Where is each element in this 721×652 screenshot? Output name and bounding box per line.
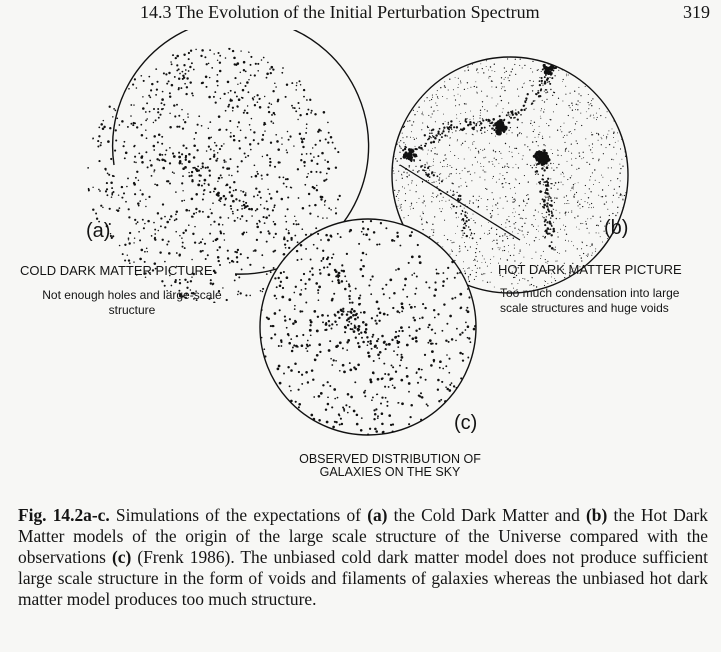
panel-a-title: COLD DARK MATTER PICTURE xyxy=(20,263,213,278)
panel-a-subtitle xyxy=(22,288,242,318)
caption-ref-c: (c) xyxy=(111,547,132,567)
caption-figure-label: Fig. 14.2a-c. xyxy=(18,505,110,525)
panel-c-title xyxy=(290,453,490,479)
panel-b-subtitle-line-2: scale structures and huge voids xyxy=(500,301,669,315)
caption-text-2: the Cold Dark Matter and xyxy=(387,505,587,525)
page-number: 319 xyxy=(683,2,710,22)
page-header xyxy=(140,2,710,26)
caption-text-1: Simulations of the expectations of xyxy=(109,505,368,525)
panel-b-label: (b) xyxy=(604,217,629,239)
panel-c-title-line-2: GALAXIES ON THE SKY xyxy=(319,465,461,479)
figure-caption xyxy=(18,505,708,610)
caption-text-3: the Hot Dark Matter models of the origin of the large scale structure of the Universe compared with the observations xyxy=(18,505,708,567)
panel-b-title: HOT DARK MATTER PICTURE xyxy=(498,262,682,277)
panel-c-sphere xyxy=(260,219,477,436)
panel-a-label: (a) xyxy=(86,220,111,242)
figure-14-2 xyxy=(0,30,721,495)
section-title: 14.3 The Evolution of the Initial Perturbation Spectrum xyxy=(140,2,540,22)
panel-b-subtitle xyxy=(500,286,679,316)
panel-a-subtitle-line-2: structure xyxy=(108,303,156,317)
panel-b-subtitle-line-1: Too much condensation into large xyxy=(500,286,680,300)
caption-ref-b: (b) xyxy=(586,505,608,525)
panel-c-label: (c) xyxy=(454,412,478,434)
panel-a-subtitle-line-1: Not enough holes and large-scale xyxy=(42,288,222,302)
caption-text-4: (Frenk 1986). The unbiased cold dark matter model does not produce sufficient large scale structure in the form of voids and filaments of galaxies whereas the unbiased hot dark matter model produces too much structure. xyxy=(18,547,708,609)
caption-ref-a: (a) xyxy=(367,505,388,525)
panel-c-title-line-1: OBSERVED DISTRIBUTION OF xyxy=(299,452,481,466)
